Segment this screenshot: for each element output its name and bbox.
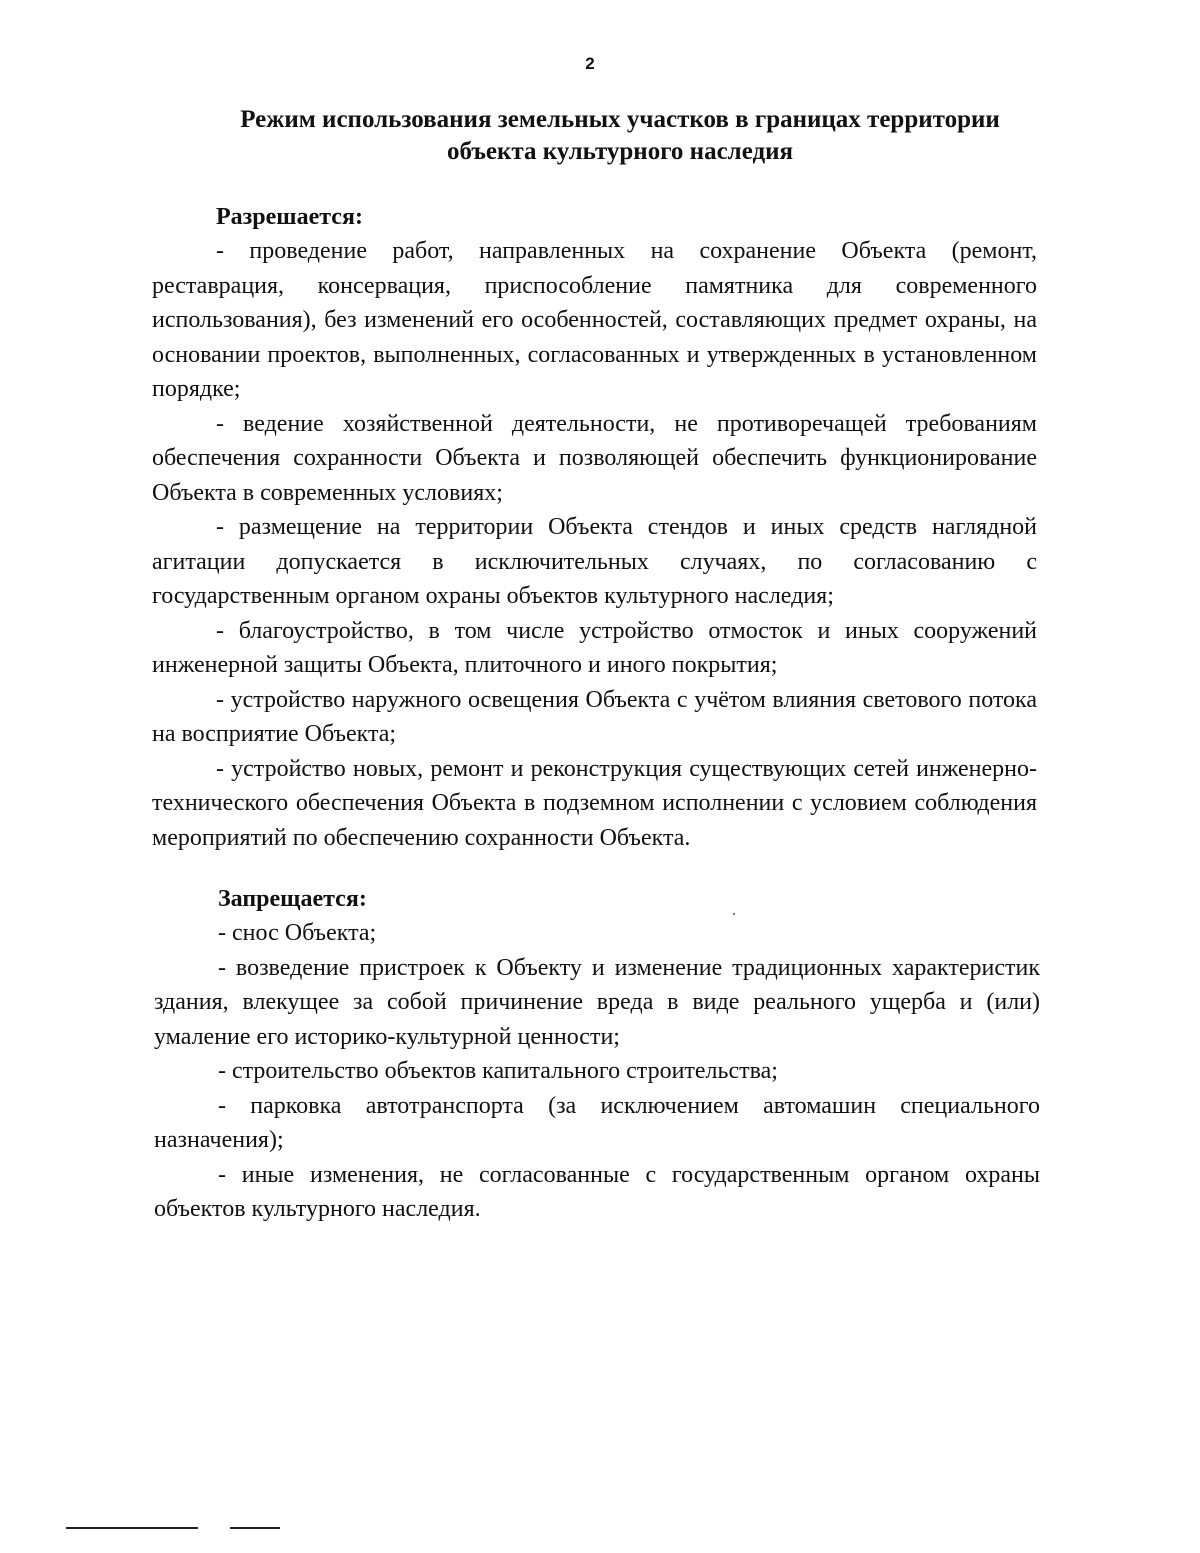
allowed-heading: Разрешается: [216,204,363,230]
page-number: 2 [585,54,595,73]
forbidden-item: - иные изменения, не согласованные с государственным органом охраны объектов культурного наследия. [154,1161,1040,1222]
document-title-line-1: Режим использования земельных участков в границах территории [240,106,1000,133]
allowed-item: - устройство новых, ремонт и реконструкция существующих сетей инженерно-технического обеспечения Объекта в подземном исполнении с условием соблюдения мероприятий по обеспечению сохранности Объекта. [152,755,1037,851]
forbidden-item: - снос Объекта; [218,920,377,946]
allowed-section [152,200,1037,855]
forbidden-item: - парковка автотранспорта (за исключением автомашин специального назначения); [154,1092,1040,1153]
forbidden-item: - возведение пристроек к Объекту и изменение традиционных характеристик здания, влекущее за собой причинение вреда в виде реального ущерба и (или) умаление его историко-культурной ценности; [154,954,1040,1050]
footer-rule-line [66,1527,198,1529]
forbidden-section [154,882,1040,1227]
scan-speck [733,913,735,915]
allowed-item: - благоустройство, в том числе устройство отмосток и иных сооружений инженерной защиты Объекта, плиточного и иного покрытия; [152,617,1037,678]
document-title-line-2: объекта культурного наследия [446,138,794,165]
document-title [150,104,1090,168]
footer-rule-line [230,1527,280,1529]
footer-rule [66,1527,286,1531]
forbidden-item: - строительство объектов капитального строительства; [218,1058,778,1084]
allowed-item: - ведение хозяйственной деятельности, не противоречащей требованиям обеспечения сохранности Объекта и позволяющей обеспечить функционирование Объекта в современных условиях; [152,410,1037,506]
allowed-item: - размещение на территории Объекта стендов и иных средств наглядной агитации допускается в исключительных случаях, по согласованию с государственным органом охраны объектов культурного наследия; [152,514,1037,609]
allowed-item: - устройство наружного освещения Объекта с учётом влияния светового потока на восприятие Объекта; [152,686,1037,747]
allowed-item: - проведение работ, направленных на сохранение Объекта (ремонт, реставрация, консервация, приспособление памятника для современного использования), без изменений его особенностей, составляющих предмет охраны, на основании проектов, выполненных, согласованных и утвержденных в установленном порядке; [152,238,1037,402]
forbidden-heading: Запрещается: [218,886,367,912]
